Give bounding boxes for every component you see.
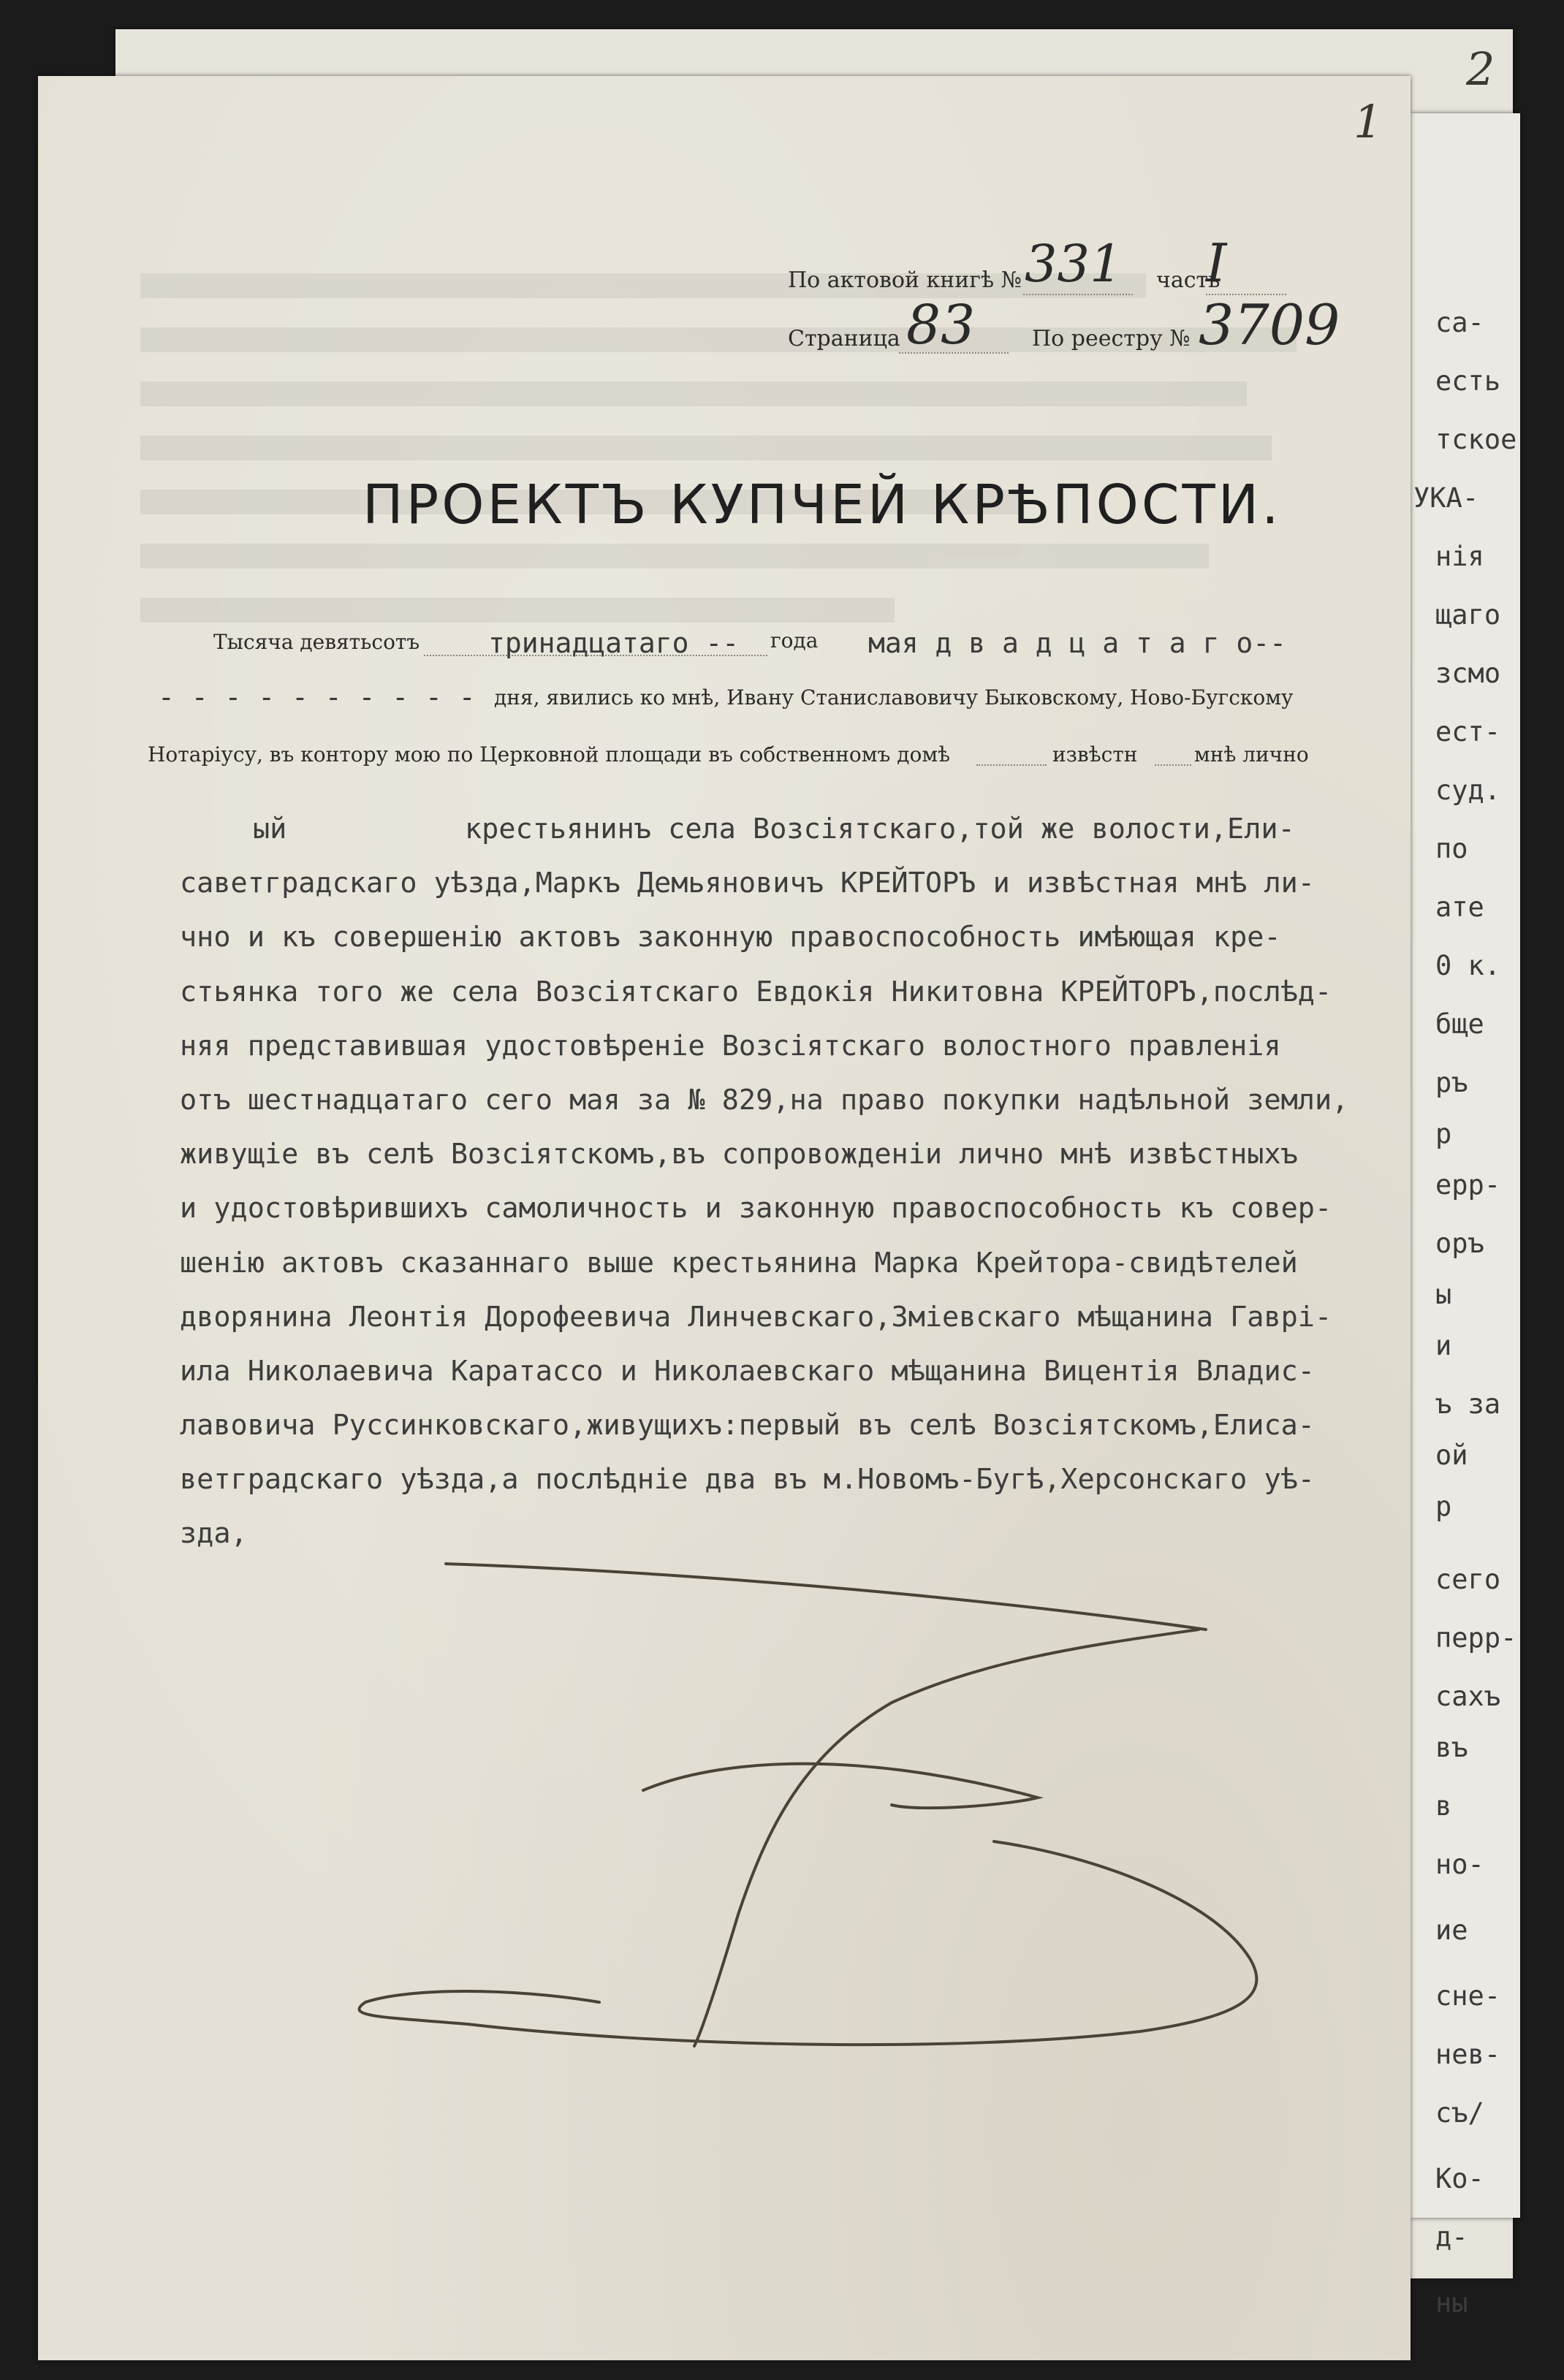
- side-strip-fragment: и: [1435, 1330, 1452, 1361]
- side-strip-fragment: сне-: [1435, 1980, 1501, 2012]
- body-line: дворянина Леонтія Дорофеевича Линчевскаго,Зміевскаго мѣщанина Гаврі-: [180, 1300, 1332, 1334]
- side-strip-fragment: бще: [1435, 1008, 1484, 1040]
- side-strip-fragment: ръ: [1435, 1067, 1468, 1098]
- side-strip-fragment: по: [1435, 833, 1468, 864]
- page-label: Страница: [788, 326, 900, 351]
- page-number-back: 2: [1466, 42, 1495, 96]
- side-strip-fragment: но-: [1435, 1849, 1484, 1880]
- body-line: шенію актовъ сказаннаго выше крестьянина Марка Крейтора-свидѣтелей: [180, 1246, 1298, 1280]
- side-strip-fragment: нев-: [1435, 2039, 1501, 2070]
- side-strip-fragment: р: [1435, 1118, 1452, 1149]
- side-strip-fragment: ы: [1435, 1279, 1452, 1310]
- form-year-prefix: Тысяча девятьсотъ: [213, 630, 420, 654]
- typed-date: мая д в а д ц а т а г о--: [868, 627, 1286, 659]
- body-line: саветградскаго уѣзда,Маркъ Демьяновичъ КРЕЙТОРЪ и извѣстная мнѣ ли-: [180, 867, 1315, 900]
- side-strip-fragment: УКА-: [1413, 482, 1479, 514]
- side-strip-fragment: 0 к.: [1435, 950, 1501, 981]
- side-strip-fragment: ой: [1435, 1440, 1468, 1471]
- side-strip-fragment: оръ: [1435, 1228, 1484, 1259]
- document-title: ПРОЕКТЪ КУПЧЕЙ КРѢПОСТИ.: [362, 474, 1282, 536]
- side-strip-fragment: есть: [1435, 365, 1501, 397]
- side-strip-fragment: ие: [1435, 1915, 1468, 1946]
- side-strip-fragment: зсмо: [1435, 658, 1501, 689]
- body-line: и удостовѣрившихъ самоличность и законную правоспособность къ совер-: [180, 1192, 1332, 1225]
- body-line: отъ шестнадцатаго сего мая за № 829,на право покупки надѣльной земли,: [180, 1083, 1349, 1117]
- body-line: живущіе въ селѣ Возсіятскомъ,въ сопровожденіи лично мнѣ извѣстныхъ: [180, 1138, 1298, 1171]
- side-strip-fragment: суд.: [1435, 775, 1501, 806]
- act-book-number: 331: [1025, 234, 1123, 294]
- part-number: I: [1206, 232, 1227, 294]
- act-book-label: По актовой книгѣ №: [788, 267, 1022, 293]
- body-line-0-b: крестьянинъ села Возсіятскаго,той же волости,Ели-: [465, 813, 1295, 845]
- body-line: ветградскаго уѣзда,а послѣдніе два въ м.Новомъ-Бугѣ,Херсонскаго уѣ-: [180, 1463, 1315, 1497]
- form-year-suffix: года: [770, 628, 819, 653]
- side-strip-fragment: нія: [1435, 541, 1484, 572]
- side-strip-fragment: перр-: [1435, 1622, 1517, 1654]
- side-strip-fragment: Ко-: [1435, 2163, 1484, 2194]
- side-strip-fragment: сахъ: [1435, 1681, 1501, 1712]
- body-line: стьянка того же села Возсіятскаго Евдокія Никитовна КРЕЙТОРЪ,послѣд-: [180, 975, 1332, 1008]
- side-strip-fragment: тское: [1435, 424, 1517, 455]
- side-strip-fragment: сего: [1435, 1564, 1501, 1595]
- form-izvest: извѣстн: [1052, 742, 1138, 767]
- side-strip-fragment: щаго: [1435, 599, 1501, 631]
- side-strip-fragment: в: [1435, 1790, 1452, 1822]
- side-strip-fragment: д-: [1435, 2221, 1468, 2253]
- side-strip-fragment: съ/: [1435, 2097, 1484, 2129]
- side-strip-fragment: ъ за: [1435, 1388, 1501, 1420]
- side-strip-fragment: ате: [1435, 891, 1484, 923]
- body-line-0-a: ый: [253, 813, 287, 845]
- page-number-front: 1: [1354, 95, 1383, 148]
- side-strip-fragment: са-: [1435, 307, 1484, 338]
- form-mne-lichno: мнѣ лично: [1194, 742, 1309, 767]
- body-line: зда,: [180, 1517, 248, 1551]
- typed-year: тринадцатаго --: [488, 627, 740, 659]
- side-strip-fragment: ны: [1435, 2287, 1468, 2319]
- side-strip-fragment: ест-: [1435, 716, 1501, 748]
- side-strip-fragment: р: [1435, 1491, 1452, 1522]
- body-line: ила Николаевича Каратассо и Николаевскаго мѣщанина Вицентія Владис-: [180, 1354, 1315, 1388]
- registry-number: 3709: [1199, 292, 1340, 357]
- body-line: чно и къ совершенію актовъ законную правоспособность имѣющая кре-: [180, 921, 1281, 954]
- body-line: лавовича Руссинковскаго,живущихъ:первый въ селѣ Возсіятскомъ,Елиса-: [180, 1409, 1315, 1442]
- body-line: няя представившая удостовѣреніе Возсіятскаго волостного правленія: [180, 1029, 1281, 1062]
- form-line-3: Нотаріусу, въ контору мою по Церковной площади въ собственномъ домѣ: [148, 742, 951, 767]
- side-strip-fragment: ерр-: [1435, 1169, 1501, 1201]
- page-number-value: 83: [906, 294, 976, 357]
- side-strip-fragment: въ: [1435, 1732, 1468, 1763]
- typed-dashes: - - - - - - - - - -: [158, 681, 476, 713]
- part-label: часть: [1156, 267, 1221, 293]
- form-line-2: дня, явились ко мнѣ, Ивану Станиславовичу Быковскому, Ново-Бугскому: [494, 685, 1294, 710]
- registry-label: По реестру №: [1032, 326, 1191, 351]
